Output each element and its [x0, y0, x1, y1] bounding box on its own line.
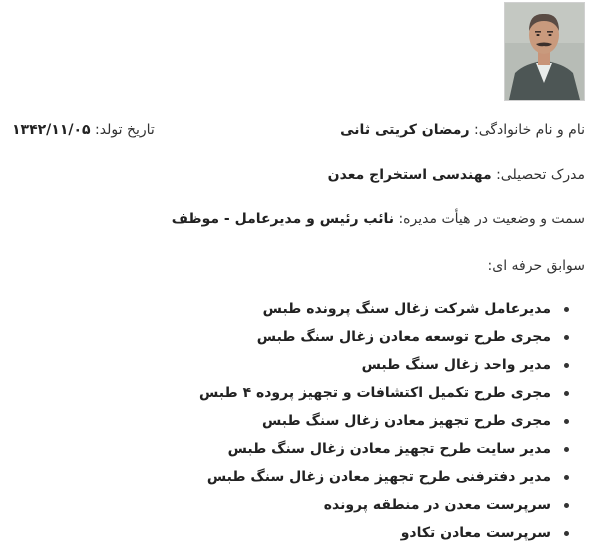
degree-label: مدرک تحصیلی: [496, 167, 585, 183]
list-item [199, 435, 569, 463]
birth-date-label: تاریخ تولد: [95, 122, 155, 138]
bullet-icon [564, 419, 569, 424]
bullet-icon [564, 503, 569, 508]
bullet-icon [564, 307, 569, 312]
history-item-text: مجری طرح تکمیل اکتشافات و تجهیز پروده ۴ طبس [198, 385, 551, 401]
list-item [199, 295, 569, 323]
position-label: سمت و وضعیت در هیأت مدیره: [398, 211, 585, 227]
bullet-icon [564, 475, 569, 480]
history-heading [488, 256, 585, 276]
bullet-icon [564, 335, 569, 340]
history-item-text: مجری طرح توسعه معادن زغال سنگ طبس [256, 329, 551, 345]
list-item [199, 407, 569, 435]
history-item-text: مدیر سایت طرح تجهیز معادن زغال سنگ طبس [227, 441, 551, 457]
list-item [199, 323, 569, 351]
history-label: سوابق حرفه ای: [487, 258, 585, 274]
bullet-icon [564, 531, 569, 536]
position-row [172, 209, 585, 229]
position-value: نائب رئیس و مدیرعامل - موظف [171, 211, 395, 227]
list-item [199, 379, 569, 407]
history-item-text: مدیر واحد زغال سنگ طبس [361, 357, 551, 373]
history-item-text: سرپرست معادن تکادو [400, 525, 551, 541]
degree-row [328, 165, 585, 185]
history-item-text: مدیرعامل شرکت زغال سنگ پرونده طبس [262, 301, 551, 317]
bullet-icon [564, 447, 569, 452]
list-item [199, 463, 569, 491]
history-item-text: سرپرست معدن در منطقه پرونده [323, 497, 551, 513]
history-list [199, 295, 569, 547]
birth-date-value: ۱۳۴۲/۱۱/۰۵ [12, 122, 91, 138]
birth-date-row [12, 120, 155, 140]
name-label: نام و نام خانوادگی: [474, 122, 585, 138]
profile-photo [504, 2, 585, 101]
name-value: رمضان کریتی ثانی [340, 122, 470, 138]
history-item-text: مجری طرح تجهیز معادن زغال سنگ طبس [261, 413, 551, 429]
bullet-icon [564, 391, 569, 396]
list-item [199, 351, 569, 379]
list-item [199, 491, 569, 519]
list-item [199, 519, 569, 547]
bullet-icon [564, 363, 569, 368]
degree-value: مهندسی استخراج معدن [327, 167, 492, 183]
name-row [340, 120, 585, 140]
history-item-text: مدیر دفترفنی طرح تجهیز معادن زغال سنگ طبس [206, 469, 551, 485]
